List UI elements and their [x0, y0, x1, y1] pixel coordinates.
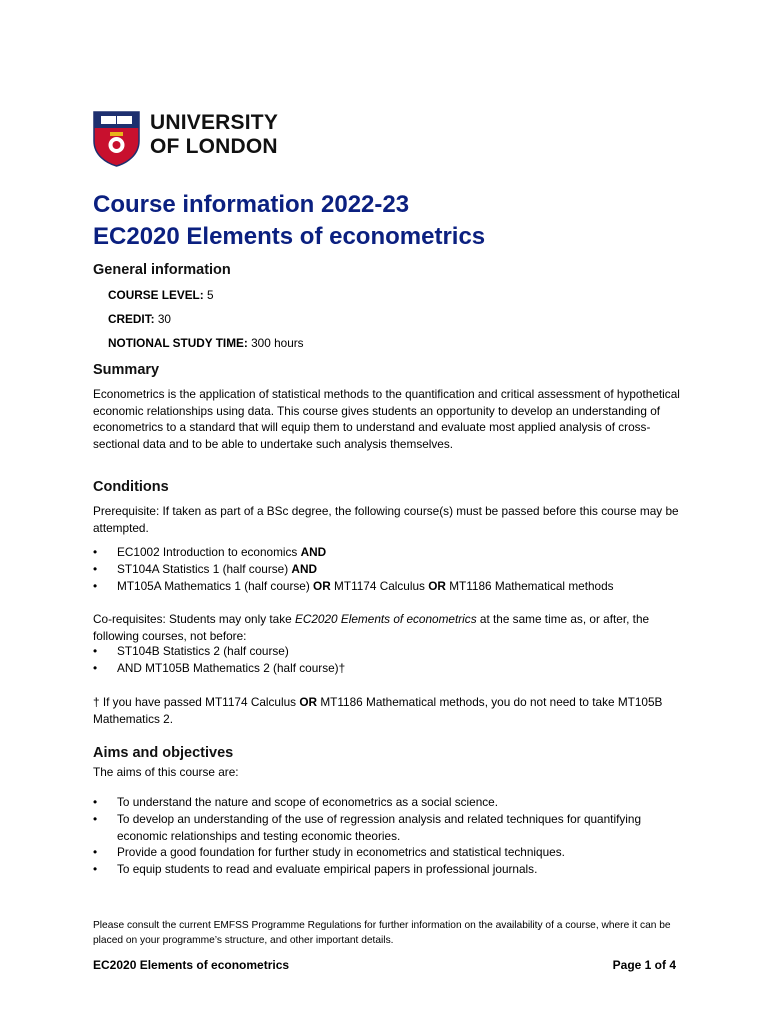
list-item: • AND MT105B Mathematics 2 (half course)†: [93, 660, 693, 677]
course-level: [108, 288, 214, 303]
study-time-value: 300 hours: [251, 336, 304, 350]
university-name: [150, 111, 278, 159]
general-information-heading: General information: [93, 262, 231, 278]
aims-intro: The aims of this course are:: [93, 765, 239, 779]
corequisite-list: [93, 643, 693, 677]
corequisite-course: EC2020 Elements of econometrics: [294, 612, 477, 626]
list-item: • To equip students to read and evaluate empirical papers in professional journals.: [93, 861, 693, 878]
summary-text: Econometrics is the application of statistical methods to the quantification and critical assessment of hypothetical economic relationships using data. This course gives students an opportunity to develop an understanding of econometrics to a standard that will equip them to understand and evaluate most applied analysis of cross-sectional data and to be able to undertake such analysis themselves.: [93, 387, 680, 452]
prerequisite-description: If taken as part of a BSc degree, the following course(s) must be passed before this course may be attempted.: [93, 504, 679, 535]
document-title: Course information 2022-23: [93, 191, 410, 218]
page-footer: [93, 958, 676, 972]
university-crest-icon: [93, 111, 140, 167]
university-name-line1: UNIVERSITY: [150, 111, 279, 134]
conditions-heading: Conditions: [93, 479, 169, 495]
study-time: [108, 336, 304, 351]
list-item: • MT105A Mathematics 1 (half course) OR MT1174 Calculus OR MT1186 Mathematical methods: [93, 578, 693, 595]
university-logo: [93, 111, 285, 167]
list-item: • To understand the nature and scope of econometrics as a social science.: [93, 794, 693, 811]
course-level-value: 5: [206, 288, 214, 302]
dagger-note: † If you have passed MT1174 Calculus OR MT1186 Mathematical methods, you do not need to take MT105B Mathematics 2.: [93, 695, 663, 726]
university-name-line2: OF LONDON: [150, 135, 278, 158]
summary-heading: Summary: [93, 362, 160, 378]
prerequisite-list: [93, 544, 693, 594]
aims-heading: Aims and objectives: [93, 745, 234, 761]
corequisites-text: Co-requisites: Students may only take EC2020 Elements of econometrics at the same time as, or after, the following courses, not before:: [93, 612, 650, 643]
list-item: • To develop an understanding of the use of regression analysis and related techniques for quantifying economic relationships and testing economic theories.: [93, 811, 693, 845]
study-time-label: NOTIONAL STUDY TIME:: [108, 336, 248, 350]
course-level-label: COURSE LEVEL:: [108, 288, 204, 302]
list-item: • Provide a good foundation for further study in econometrics and statistical techniques.: [93, 844, 693, 861]
regulations-footnote: Please consult the current EMFSS Programme Regulations for further information on the availability of a course, where it can be placed on your programme’s structure, and other important details.: [93, 920, 671, 946]
prerequisite-label: Prerequisite:: [93, 504, 160, 518]
list-item: • EC1002 Introduction to economics AND: [93, 544, 693, 561]
course-title: EC2020 Elements of econometrics: [93, 223, 486, 250]
footer-course-title: EC2020 Elements of econometrics: [93, 958, 290, 972]
credit-label: CREDIT:: [108, 312, 155, 326]
list-item: • ST104A Statistics 1 (half course) AND: [93, 561, 693, 578]
list-item: • ST104B Statistics 2 (half course): [93, 643, 693, 660]
page-number: Page 1 of 4: [612, 958, 676, 972]
aims-list: [93, 794, 693, 878]
prerequisite-text: [93, 503, 683, 536]
credit-value: 30: [157, 312, 171, 326]
credit: [108, 312, 171, 327]
